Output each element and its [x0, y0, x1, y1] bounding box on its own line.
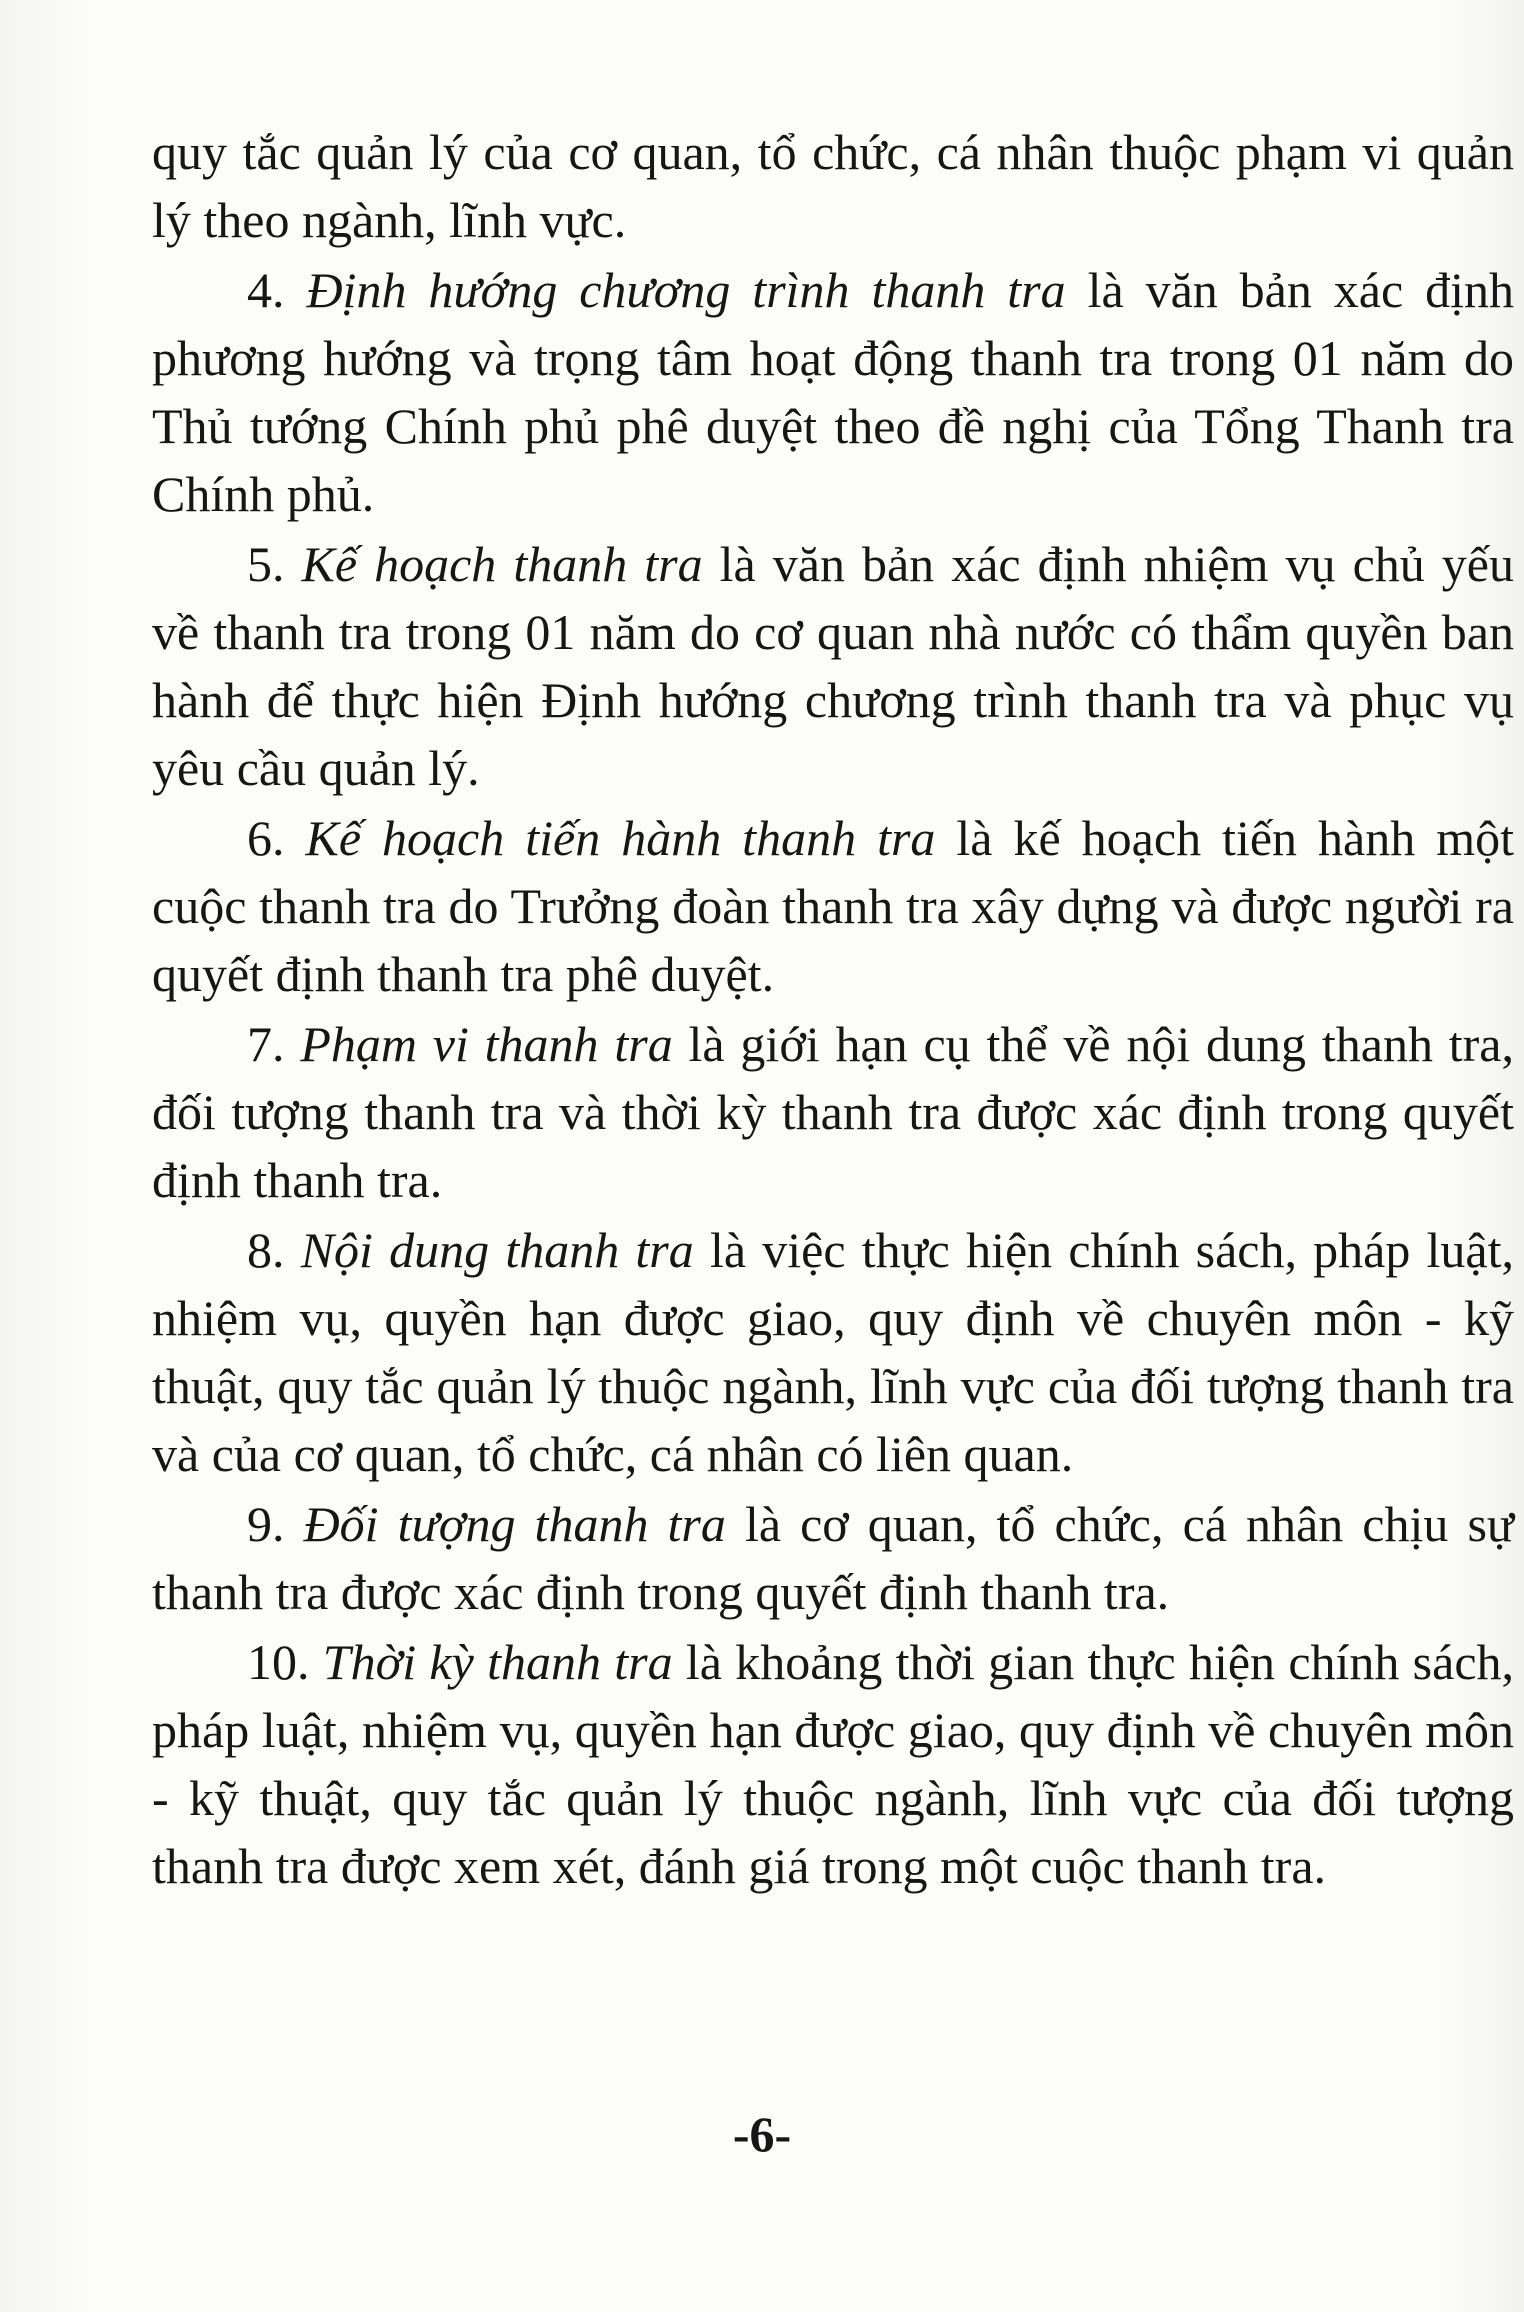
paragraph-continuation	[152, 118, 1514, 254]
item-number: 4.	[247, 262, 307, 318]
definition-item-8	[152, 1216, 1514, 1488]
defined-term: Định hướng chương trình thanh tra	[306, 262, 1066, 318]
defined-term: Thời kỳ thanh tra	[322, 1634, 673, 1690]
page-number: -6-	[732, 2106, 792, 2162]
body-text	[152, 118, 1514, 1902]
definition-text: là khoảng thời gian thực hiện chính sách, pháp luật, nhiệm vụ, quyền hạn được giao, quy định về chuyên môn - kỹ thuật, quy tắc quản lý thuộc ngành, lĩnh vực của đối tượng thanh tra được xem xét, đánh giá trong một cuộc thanh tra.	[152, 1634, 1515, 1894]
item-number: 7.	[247, 1016, 301, 1072]
item-number: 9.	[247, 1496, 304, 1552]
defined-term: Nội dung thanh tra	[300, 1222, 694, 1278]
paragraph-text: quy tắc quản lý của cơ quan, tổ chức, cá nhân thuộc phạm vi quản lý theo ngành, lĩnh vực.	[152, 124, 1514, 248]
definition-text: là giới hạn cụ thể về nội dung thanh tra, đối tượng thanh tra và thời kỳ thanh tra được xác định trong quyết định thanh tra.	[152, 1016, 1514, 1208]
definition-item-4	[152, 256, 1514, 528]
definition-item-9	[152, 1490, 1514, 1626]
item-number: 8.	[247, 1222, 301, 1278]
defined-term: Đối tượng thanh tra	[303, 1496, 726, 1552]
definition-text: là văn bản xác định nhiệm vụ chủ yếu về thanh tra trong 01 năm do cơ quan nhà nước có thẩm quyền ban hành để thực hiện Định hướng chương trình thanh tra và phục vụ yêu cầu quản lý.	[152, 536, 1514, 796]
definition-text: là cơ quan, tổ chức, cá nhân chịu sự thanh tra được xác định trong quyết định thanh tra.	[152, 1496, 1514, 1620]
definition-item-10	[152, 1628, 1514, 1900]
item-number: 6.	[247, 810, 306, 866]
defined-term: Phạm vi thanh tra	[300, 1016, 673, 1072]
definition-item-5	[152, 530, 1514, 802]
definition-text: là kế hoạch tiến hành một cuộc thanh tra do Trưởng đoàn thanh tra xây dựng và được người ra quyết định thanh tra phê duyệt.	[152, 810, 1514, 1002]
definition-text: là văn bản xác định phương hướng và trọng tâm hoạt động thanh tra trong 01 năm do Thủ tướng Chính phủ phê duyệt theo đề nghị của Tổng Thanh tra Chính phủ.	[152, 262, 1515, 522]
item-number: 5.	[247, 536, 302, 592]
definition-text: là việc thực hiện chính sách, pháp luật, nhiệm vụ, quyền hạn được giao, quy định về chuyên môn - kỹ thuật, quy tắc quản lý thuộc ngành, lĩnh vực của đối tượng thanh tra và của cơ quan, tổ chức, cá nhân có liên quan.	[152, 1222, 1515, 1482]
defined-term: Kế hoạch thanh tra	[301, 536, 703, 592]
defined-term: Kế hoạch tiến hành thanh tra	[305, 810, 936, 866]
item-number: 10.	[247, 1634, 323, 1690]
definition-item-6	[152, 804, 1514, 1008]
definition-item-7	[152, 1010, 1514, 1214]
